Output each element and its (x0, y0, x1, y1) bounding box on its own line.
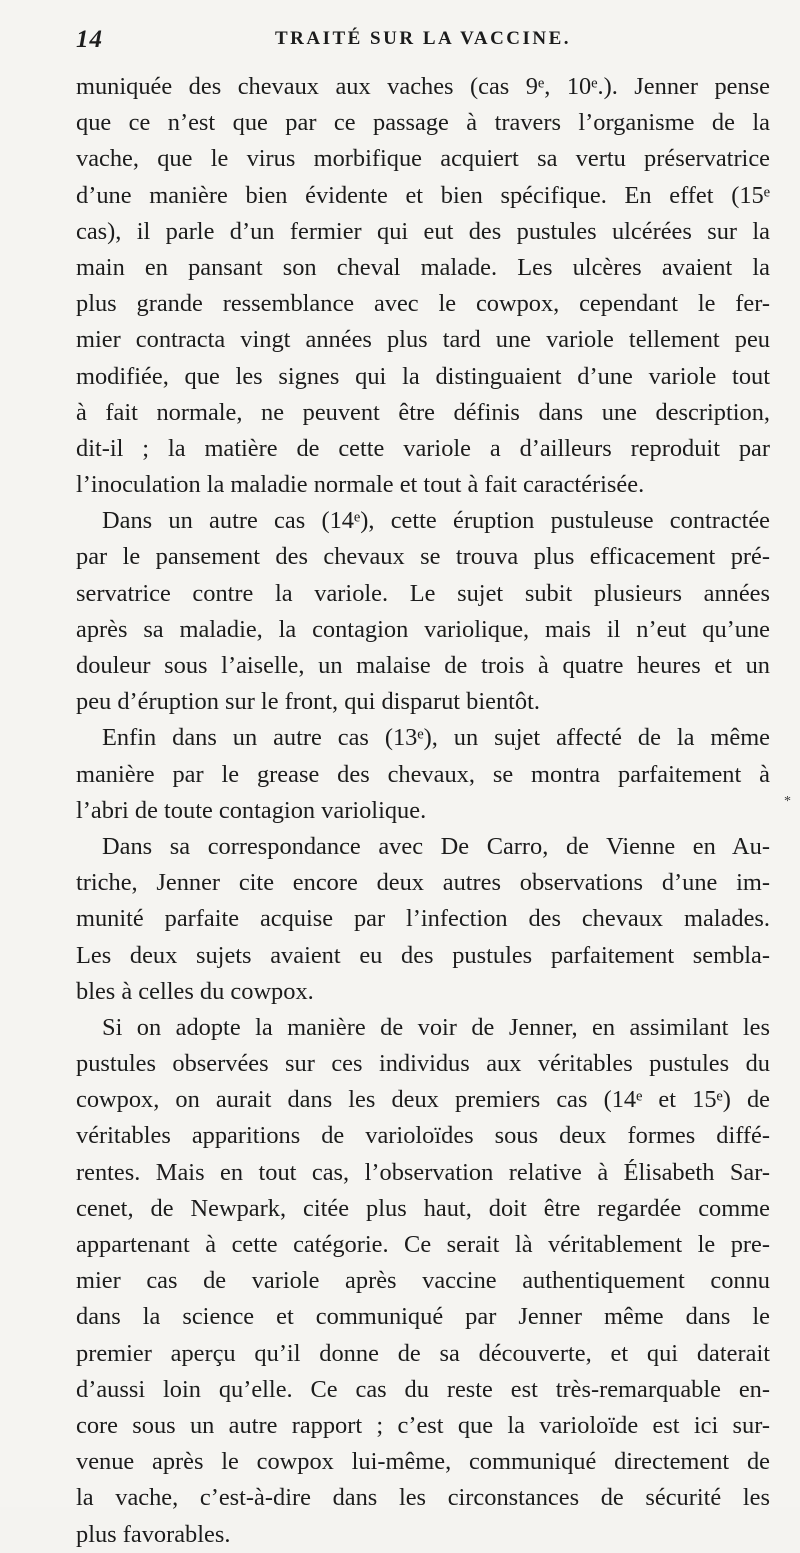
body-text (76, 69, 770, 1553)
text-line: appartenant à cette catégorie. Ce serait là véritablement le pre- (76, 1231, 770, 1258)
text-line: pustules observées sur ces individus aux véritables pustules du (76, 1050, 770, 1078)
text-line: rentes. Mais en tout cas, l’observation relative à Élisabeth Sar- (76, 1158, 770, 1186)
text-line: servatrice contre la variole. Le sujet subit plusieurs années (76, 579, 770, 607)
paragraph-start-line: Dans sa correspondance avec De Carro, de Vienne en Au- (102, 832, 770, 860)
text-line: douleur sous l’aiselle, un malaise de trois à quatre heures et un (76, 652, 770, 679)
text-line: cowpox, on aurait dans les deux premiers cas (14ᵉ et 15ᵉ) de (76, 1086, 770, 1114)
text-line: vache, que le virus morbifique acquiert sa vertu préservatrice (76, 145, 770, 173)
text-line: core sous un autre rapport ; c’est que la varioloïde est ici sur- (76, 1411, 770, 1439)
text-line: d’aussi loin qu’elle. Ce cas du reste est très-remarquable en- (76, 1375, 770, 1403)
running-head: TRAITÉ SUR LA VACCINE. (274, 28, 572, 49)
text-line: venue après le cowpox lui-même, communiqué directement de (76, 1448, 770, 1476)
text-line: d’une manière bien évidente et bien spécifique. En effet (15ᵉ (76, 181, 770, 209)
text-line: Les deux sujets avaient eu des pustules parfaitement sembla- (76, 941, 770, 969)
text-line: cas), il parle d’un fermier qui eut des pustules ulcérées sur la (76, 217, 770, 245)
text-line: mier cas de variole après vaccine authentiquement connu (76, 1267, 770, 1295)
text-line: plus favorables. (76, 1520, 231, 1548)
text-line: véritables apparitions de varioloïdes sous deux formes diffé- (76, 1122, 770, 1150)
page-header (76, 26, 770, 56)
text-line: cenet, de Newpark, citée plus haut, doit être regardée comme (76, 1194, 770, 1222)
text-line: dit-il ; la matière de cette variole a d’ailleurs reproduit par (76, 434, 770, 462)
text-line: à fait normale, ne peuvent être définis dans une description, (76, 398, 770, 426)
text-line: dans la science et communiqué par Jenner même dans le (76, 1303, 770, 1331)
text-line: muniquée des chevaux aux vaches (cas 9ᵉ, 10ᵉ.). Jenner pense (76, 73, 770, 100)
paragraph-start-line: Enfin dans un autre cas (13ᵉ), un sujet affecté de la même (102, 724, 770, 752)
text-line: mier contracta vingt années plus tard une variole tellement peu (76, 326, 770, 354)
text-line: triche, Jenner cite encore deux autres observations d’une im- (76, 869, 770, 897)
text-line: premier aperçu qu’il donne de sa découverte, et qui daterait (76, 1339, 770, 1367)
text-line: après sa maladie, la contagion variolique, mais il n’eut qu’une (76, 615, 770, 643)
text-line: munité parfaite acquise par l’infection des chevaux malades. (76, 905, 770, 933)
text-line: manière par le grease des chevaux, se montra parfaitement à (76, 760, 770, 788)
text-line: bles à celles du cowpox. (76, 977, 314, 1005)
text-line: plus grande ressemblance avec le cowpox, cependant le fer- (76, 290, 770, 318)
text-line: la vache, c’est-à-dire dans les circonstances de sécurité les (76, 1484, 770, 1512)
text-line: l’inoculation la maladie normale et tout à fait caractérisée. (76, 471, 645, 499)
page-number: 14 (76, 26, 103, 53)
text-line: que ce n’est que par ce passage à travers l’organisme de la (76, 109, 770, 137)
paragraph-start-line: Si on adopte la manière de voir de Jenner, en assimilant les (102, 1013, 770, 1041)
text-line: par le pansement des chevaux se trouva plus efficacement pré- (76, 543, 770, 571)
paragraph-start-line: Dans un autre cas (14ᵉ), cette éruption pustuleuse contractée (102, 507, 770, 535)
text-line: main en pansant son cheval malade. Les ulcères avaient la (76, 253, 770, 281)
text-line: peu d’éruption sur le front, qui disparut bientôt. (76, 688, 541, 716)
text-line: l’abri de toute contagion variolique. (76, 796, 427, 824)
text-line: modifiée, que les signes qui la distinguaient d’une variole tout (76, 362, 770, 390)
margin-mark: * (784, 794, 791, 809)
